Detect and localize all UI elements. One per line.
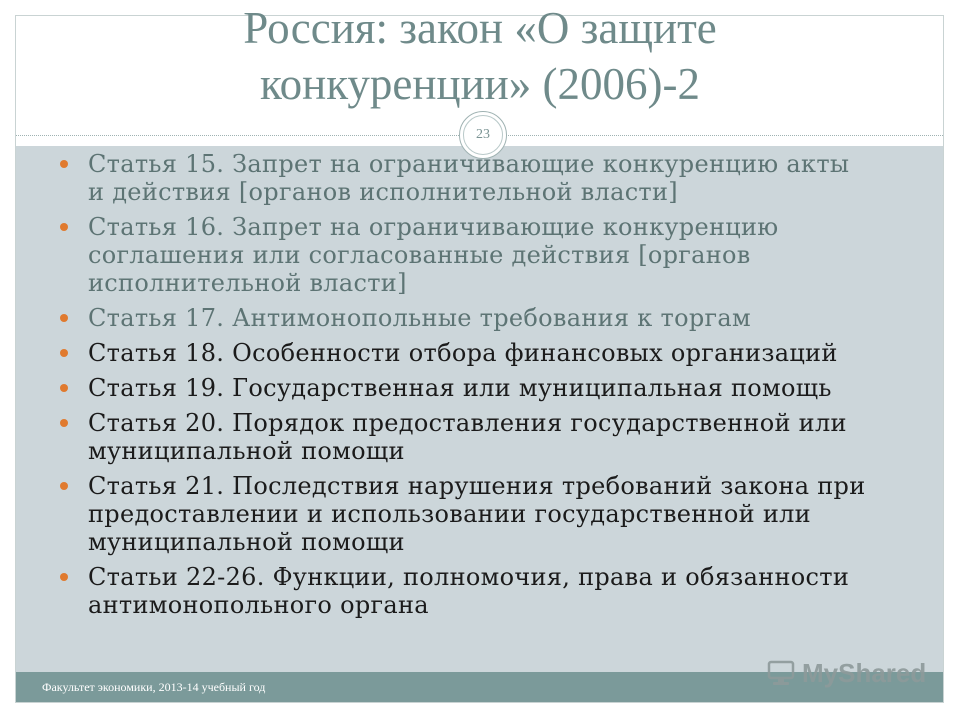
bullet-text: Статья 19. Государственная или муниципальная помощь: [88, 374, 832, 402]
bullet-dot-icon: [60, 419, 68, 427]
bullet-list: [60, 150, 900, 626]
bullet-text: Статья 15. Запрет на ограничивающие конкуренцию акты и действия [органов исполнительной власти]: [88, 150, 850, 206]
watermark-logo: [766, 655, 926, 691]
bullet-dot-icon: [60, 223, 68, 231]
bullet-text: Статья 21. Последствия нарушения требований закона при предоставлении и использовании государственной или муниципальной помощи: [88, 472, 866, 556]
bullet-dot-icon: [60, 160, 68, 168]
slide-number: 23: [476, 127, 490, 142]
bullet-item: [60, 472, 900, 556]
bullet-text: Статья 16. Запрет на ограничивающие конкуренцию соглашения или согласованные действия [органов исполнительной власти]: [88, 213, 779, 297]
bullet-text: Статья 18. Особенности отбора финансовых организаций: [88, 339, 838, 367]
bullet-item: [60, 374, 900, 402]
bullet-item: [60, 213, 900, 297]
bullet-dot-icon: [60, 482, 68, 490]
bullet-dot-icon: [60, 314, 68, 322]
bullet-dot-icon: [60, 384, 68, 392]
monitor-icon: [766, 658, 796, 688]
footer-text: Факультет экономики, 2013-14 учебный год: [42, 680, 266, 694]
bullet-item: [60, 304, 900, 332]
bullet-text: Статья 20. Порядок предоставления государственной или муниципальной помощи: [88, 409, 847, 465]
bullet-dot-icon: [60, 349, 68, 357]
bullet-item: [60, 339, 900, 367]
bullet-dot-icon: [60, 573, 68, 581]
bullet-item: [60, 409, 900, 465]
watermark-text: MyShared: [802, 657, 927, 688]
title-line-1: Россия: закон «О защите: [243, 3, 717, 53]
bullet-text: Статьи 22-26. Функции, полномочия, права и обязанности антимонопольного органа: [88, 563, 850, 619]
bullet-item: [60, 563, 900, 619]
title-line-2: конкуренции» (2006)-2: [260, 59, 700, 109]
slide-title: [0, 0, 960, 112]
bullet-item: [60, 150, 900, 206]
bullet-text: Статья 17. Антимонопольные требования к торгам: [88, 304, 751, 332]
